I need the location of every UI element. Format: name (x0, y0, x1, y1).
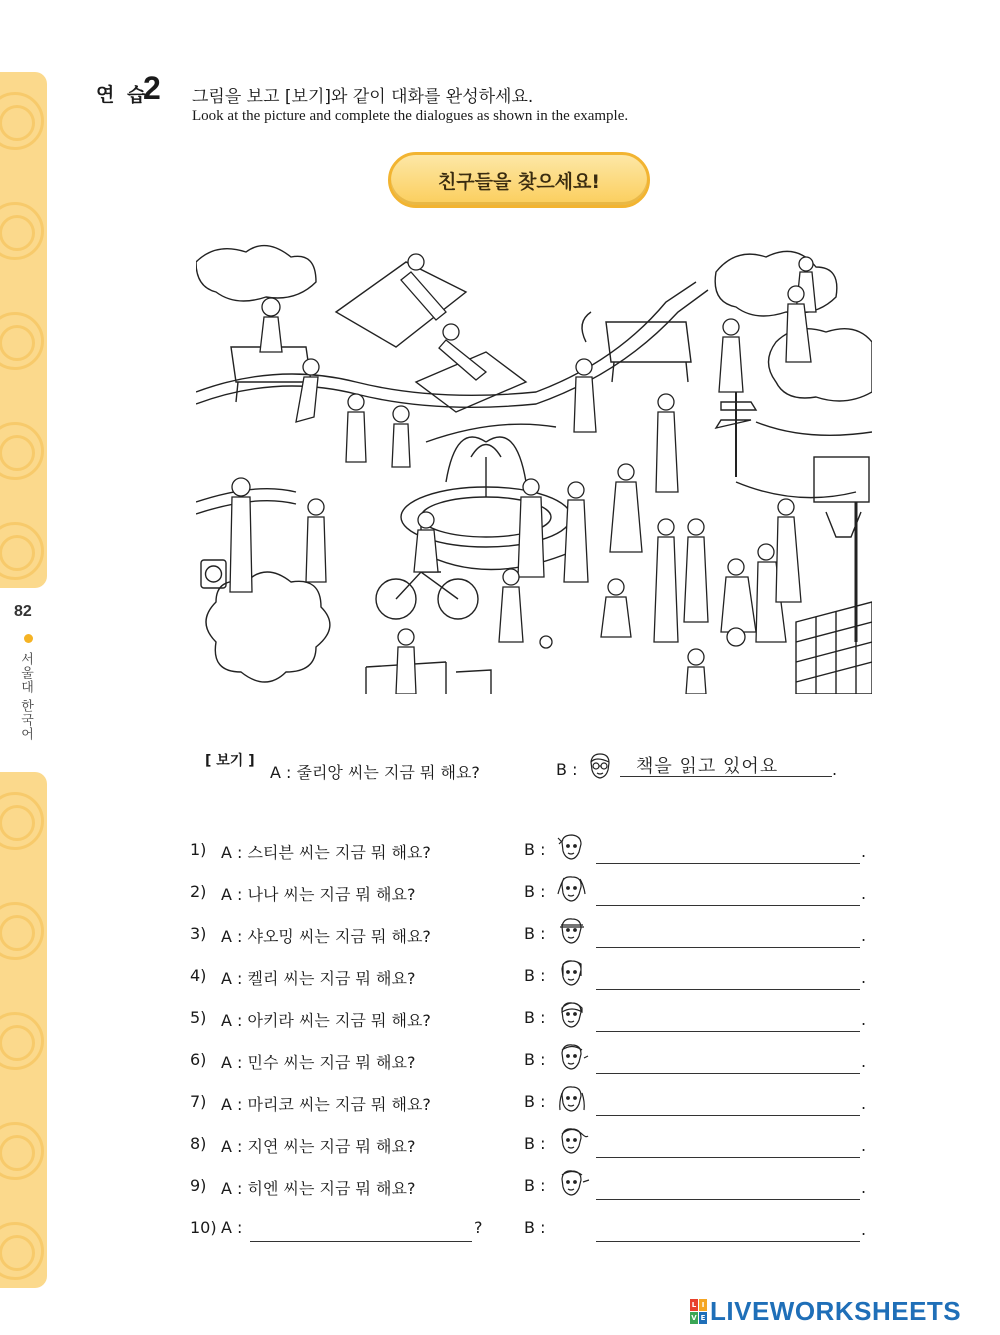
question-row-7 (0, 1082, 1000, 1122)
answer-input[interactable] (596, 1064, 860, 1074)
exercise-number: 2 (143, 70, 161, 106)
question-mark: ? (474, 1218, 483, 1237)
face-icon (554, 1082, 592, 1116)
answer-end: . (861, 1220, 867, 1239)
answer-end: . (861, 1094, 867, 1113)
question-row-8 (0, 1124, 1000, 1164)
face-icon (554, 1040, 592, 1074)
answer-end: . (861, 1136, 867, 1155)
question-row-1 (0, 830, 1000, 870)
answer-input[interactable] (596, 854, 860, 864)
question-text: A : 나나 씨는 지금 뭐 해요? (221, 885, 416, 904)
face-icon (554, 1124, 592, 1158)
example-end: . (832, 760, 838, 779)
answer-b-label: B : (524, 1134, 546, 1153)
brand-logo-icon: L I V E (691, 1301, 706, 1322)
question-number: 5) (190, 1008, 207, 1027)
answer-end: . (861, 1052, 867, 1071)
question-text: A : 켈리 씨는 지금 뭐 해요? (221, 969, 416, 988)
question-row-3 (0, 914, 1000, 954)
answer-b-label: B : (524, 840, 546, 859)
park-illustration (196, 242, 872, 694)
answer-input[interactable] (596, 896, 860, 906)
example-answer: 책을 읽고 있어요 (636, 756, 779, 777)
instruction-english: Look at the picture and complete the dialogues as shown in the example. (192, 108, 629, 124)
question-a-label: A : (221, 1218, 243, 1237)
answer-input[interactable] (596, 1148, 860, 1158)
question-row-9 (0, 1166, 1000, 1206)
question-text: A : 샤오밍 씨는 지금 뭐 해요? (221, 927, 431, 946)
question-row-4 (0, 956, 1000, 996)
example-tag: [ 보기 ] (205, 753, 255, 769)
question-number: 6) (190, 1050, 207, 1069)
question-number: 2) (190, 882, 207, 901)
face-icon (554, 998, 592, 1032)
answer-end: . (861, 1010, 867, 1029)
swirl-ornament (0, 92, 44, 150)
question-text: A : 히엔 씨는 지금 뭐 해요? (221, 1179, 416, 1198)
question-row-6 (0, 1040, 1000, 1080)
swirl-ornament (0, 202, 44, 260)
answer-input[interactable] (596, 1232, 860, 1242)
answer-input[interactable] (596, 938, 860, 948)
face-icon (554, 872, 592, 906)
side-tab-top (0, 72, 47, 588)
face-icon (554, 956, 592, 990)
swirl-ornament (0, 522, 44, 580)
answer-b-label: B : (524, 1008, 546, 1027)
instruction-korean: 그림을 보고 [보기]와 같이 대화를 완성하세요. (192, 87, 534, 107)
question-text: A : 마리코 씨는 지금 뭐 해요? (221, 1095, 431, 1114)
page-dot (24, 634, 33, 643)
banner-title: 친구들을 찾으세요! (388, 152, 650, 208)
face-icon (554, 914, 592, 948)
answer-b-label: B : (524, 966, 546, 985)
answer-input[interactable] (596, 980, 860, 990)
question-text: A : 지연 씨는 지금 뭐 해요? (221, 1137, 416, 1156)
question-row-2 (0, 872, 1000, 912)
question-number: 4) (190, 966, 207, 985)
swirl-ornament (0, 422, 44, 480)
example-question: A : 줄리앙 씨는 지금 뭐 해요? (270, 763, 480, 782)
question-number: 3) (190, 924, 207, 943)
page-number: 82 (14, 603, 32, 620)
question-text: A : 민수 씨는 지금 뭐 해요? (221, 1053, 416, 1072)
face-icon (584, 750, 616, 782)
answer-b-label: B : (524, 882, 546, 901)
question-number: 8) (190, 1134, 207, 1153)
example-b-label: B : (556, 760, 578, 779)
answer-end: . (861, 926, 867, 945)
face-icon (554, 1166, 592, 1200)
example-answer-line (620, 776, 832, 777)
question-text: A : 스티븐 씨는 지금 뭐 해요? (221, 843, 431, 862)
answer-input[interactable] (596, 1190, 860, 1200)
question-row-5 (0, 998, 1000, 1038)
question-number: 7) (190, 1092, 207, 1111)
answer-b-label: B : (524, 1218, 546, 1237)
book-label: 서울대 한국어 (18, 652, 33, 742)
face-icon (554, 830, 592, 864)
question-number: 9) (190, 1176, 207, 1195)
answer-b-label: B : (524, 1050, 546, 1069)
exercise-label: 연 습 (96, 84, 149, 106)
question-text: A : 아키라 씨는 지금 뭐 해요? (221, 1011, 431, 1030)
answer-end: . (861, 968, 867, 987)
answer-end: . (861, 884, 867, 903)
question-number: 1) (190, 840, 207, 859)
swirl-ornament (0, 312, 44, 370)
answer-input[interactable] (596, 1022, 860, 1032)
answer-end: . (861, 1178, 867, 1197)
answer-b-label: B : (524, 924, 546, 943)
question-input[interactable] (250, 1232, 472, 1242)
question-number: 10) (190, 1218, 217, 1237)
answer-input[interactable] (596, 1106, 860, 1116)
liveworksheets-brand (690, 1296, 961, 1327)
answer-b-label: B : (524, 1176, 546, 1195)
answer-b-label: B : (524, 1092, 546, 1111)
brand-name: LIVEWORKSHEETS (710, 1296, 962, 1326)
question-row-10 (0, 1208, 1000, 1248)
answer-end: . (861, 842, 867, 861)
